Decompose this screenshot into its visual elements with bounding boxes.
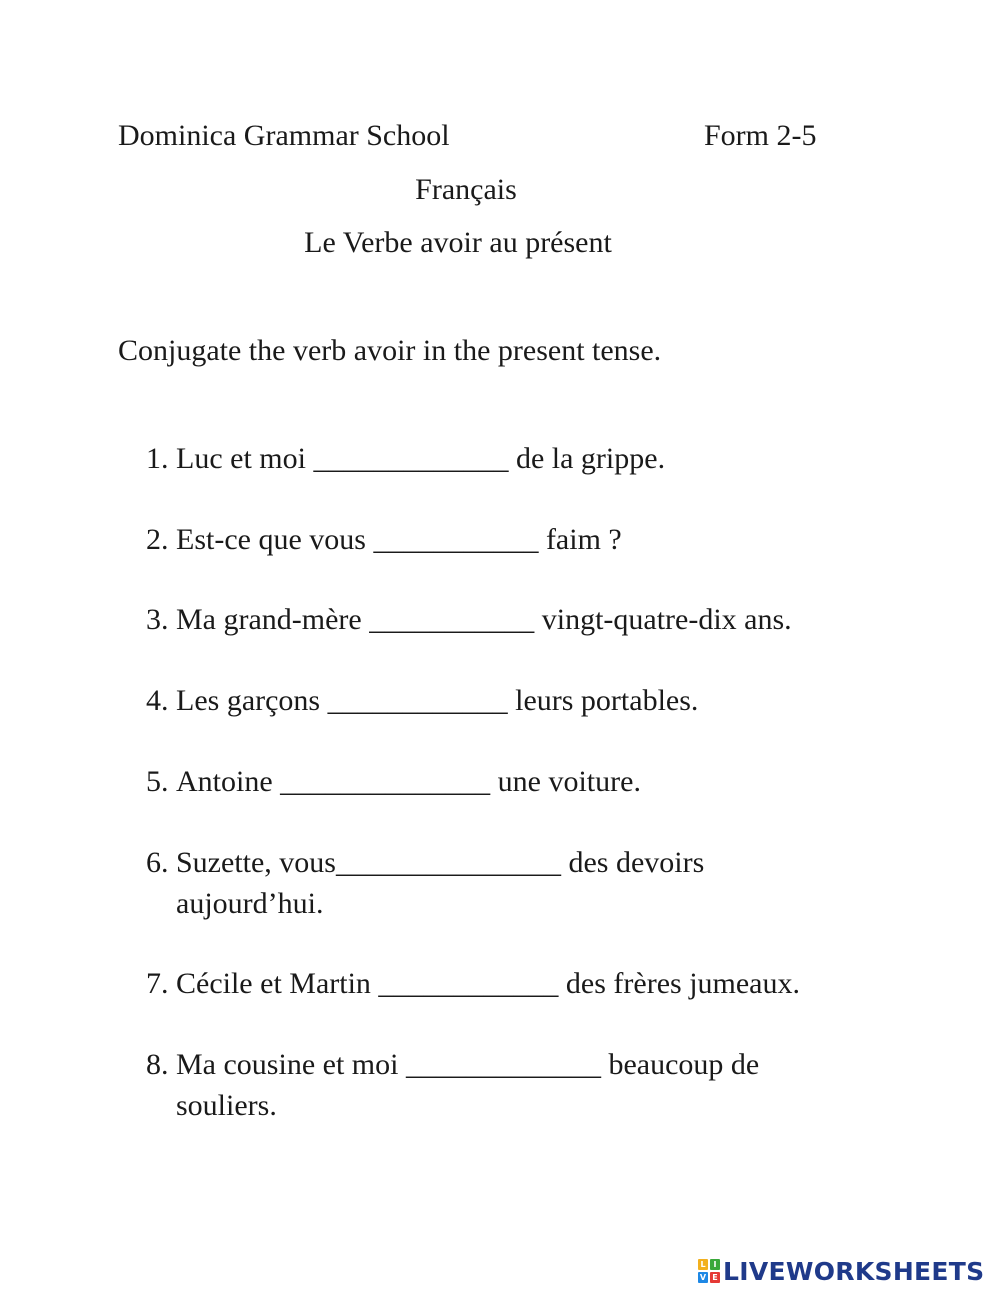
instruction-text: Conjugate the verb avoir in the present tense. [118, 334, 662, 367]
question-text: Antoine ______________ une voiture. [176, 765, 641, 798]
question-text-continued: aujourd’hui. [176, 887, 324, 920]
question-number: 1. [146, 442, 169, 475]
question-text: Suzette, vous_______________ des devoirs [176, 846, 705, 879]
logo-block: V [699, 1273, 707, 1282]
topic-title: Le Verbe avoir au présent [304, 226, 612, 259]
school-name: Dominica Grammar School [118, 119, 450, 152]
question-text: Les garçons ____________ leurs portables. [176, 684, 699, 717]
question-text: Cécile et Martin ____________ des frères jumeaux. [176, 967, 800, 1000]
question-number: 7. [146, 967, 169, 1000]
logo-block: L [698, 1259, 708, 1270]
question-text: Ma cousine et moi _____________ beaucoup de [176, 1048, 760, 1081]
question-2 [146, 519, 622, 560]
question-number: 2. [146, 523, 169, 556]
question-7 [146, 963, 800, 1004]
question-number: 8. [146, 1048, 169, 1081]
question-text: Luc et moi _____________ de la grippe. [176, 442, 666, 475]
question-1 [146, 438, 665, 479]
question-3 [146, 599, 792, 640]
question-8 [146, 1044, 759, 1126]
question-number: 4. [146, 684, 169, 717]
question-text: Ma grand-mère ___________ vingt-quatre-dix ans. [176, 603, 792, 636]
question-text: Est-ce que vous ___________ faim ? [176, 523, 622, 556]
subject-title: Français [415, 173, 517, 206]
logo-blocks-icon [698, 1259, 720, 1283]
liveworksheets-logo [698, 1256, 984, 1286]
question-6 [146, 842, 704, 924]
question-number: 6. [146, 846, 169, 879]
question-4 [146, 680, 698, 721]
question-number: 5. [146, 765, 169, 798]
question-text-continued: souliers. [176, 1089, 277, 1122]
logo-block: I [710, 1259, 720, 1270]
question-5 [146, 761, 641, 802]
question-number: 3. [146, 603, 169, 636]
form-label: Form 2-5 [704, 119, 817, 152]
logo-block: E [710, 1272, 720, 1283]
logo-text: LIVEWORKSHEETS [723, 1256, 985, 1286]
